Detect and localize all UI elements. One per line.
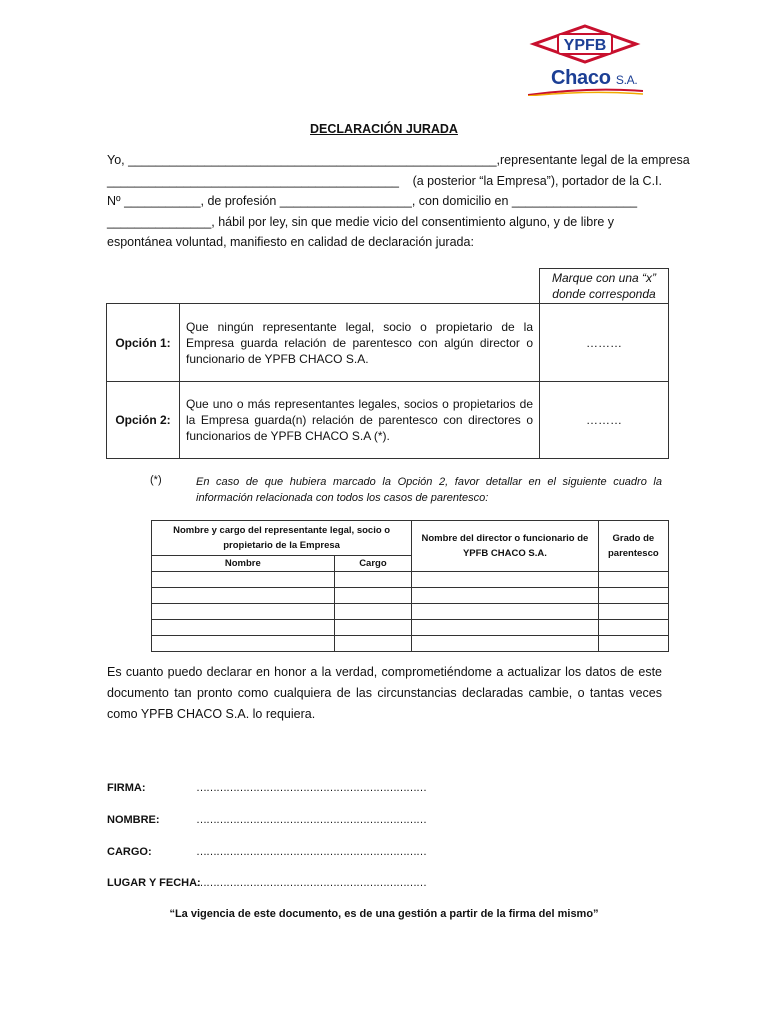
note-symbol: (*) [150, 474, 162, 486]
relations-table [151, 520, 669, 652]
header-representative: Nombre y cargo del representante legal, socio o propietario de la Empresa [152, 521, 412, 556]
intro-line-1: Yo, _____________________________________________________, representante legal de la empresa [107, 153, 690, 167]
nombre-label: NOMBRE: [107, 814, 160, 826]
brand-swoosh-icon [528, 88, 643, 96]
ypfb-emblem-icon [528, 24, 643, 66]
lugar-fecha-label: LUGAR Y FECHA: [107, 877, 201, 889]
option-row [107, 382, 669, 459]
intro-line-4: _______________, hábil por ley, sin que medie vicio del consentimiento alguno, y de libre y [107, 214, 615, 229]
options-table [106, 268, 669, 459]
header-nombre: Nombre [152, 556, 335, 572]
nombre-field[interactable]: …………………………………………………………… [196, 814, 426, 826]
intro-line-2: __________________________________________ (a posterior “la Empresa”), portador de la C.I. [107, 173, 662, 188]
cargo-label: CARGO: [107, 846, 152, 858]
ypfb-chaco-logo [528, 24, 643, 96]
intro-line-5: espontánea voluntad, manifiesto en calidad de declaración jurada: [107, 235, 474, 249]
closing-paragraph: Es cuanto puedo declarar en honor a la verdad, comprometiéndome a actualizar los datos de este documento tan pronto como cualquiera de las circunstancias declaradas cambie, o tantas veces como YPFB CHACO S.A. lo requiera. [107, 665, 662, 721]
option-text: Que uno o más representantes legales, socios o propietarios de la Empresa guarda(n) relación de parentesco con directores o funcionarios de YPFB CHACO S.A (*). [180, 382, 540, 459]
firma-label: FIRMA: [107, 782, 146, 794]
option-text: Que ningún representante legal, socio o propietario de la Empresa guarda relación de parentesco con algún director o funcionario de YPFB CHACO S.A. [180, 304, 540, 382]
firma-field[interactable]: …………………………………………………………… [196, 782, 426, 794]
table-row [152, 572, 669, 588]
option-label: Opción 2: [107, 382, 180, 459]
option-mark-field[interactable]: ……… [540, 304, 669, 382]
header-cargo: Cargo [334, 556, 412, 572]
option-row [107, 304, 669, 382]
lugar-fecha-field[interactable]: …………………………………………………………… [196, 877, 426, 889]
option-label: Opción 1: [107, 304, 180, 382]
emblem-text: YPFB [563, 37, 607, 54]
table-row [152, 604, 669, 620]
intro-paragraph [107, 150, 690, 253]
header-grado: Grado de parentesco [598, 521, 668, 572]
brand-suffix: S.A. [615, 73, 638, 87]
document-title: DECLARACIÓN JURADA [310, 122, 458, 136]
mark-header: Marque con una “x” donde corresponda [540, 269, 669, 304]
table-row [152, 588, 669, 604]
note-text: En caso de que hubiera marcado la Opción 2, favor detallar en el siguiente cuadro la información relacionada con todos los casos de parentesco: [196, 476, 662, 504]
validity-note: “La vigencia de este documento, es de una gestión a partir de la firma del mismo” [169, 908, 599, 920]
table-row [152, 636, 669, 652]
intro-line-3: Nº ___________, de profesión ___________________, con domicilio en __________________ [107, 194, 638, 208]
cargo-field[interactable]: …………………………………………………………… [196, 846, 426, 858]
option-mark-field[interactable]: ……… [540, 382, 669, 459]
brand-name: Chaco [551, 67, 611, 89]
table-row [152, 620, 669, 636]
header-director: Nombre del director o funcionario de YPFB CHACO S.A. [412, 521, 598, 572]
